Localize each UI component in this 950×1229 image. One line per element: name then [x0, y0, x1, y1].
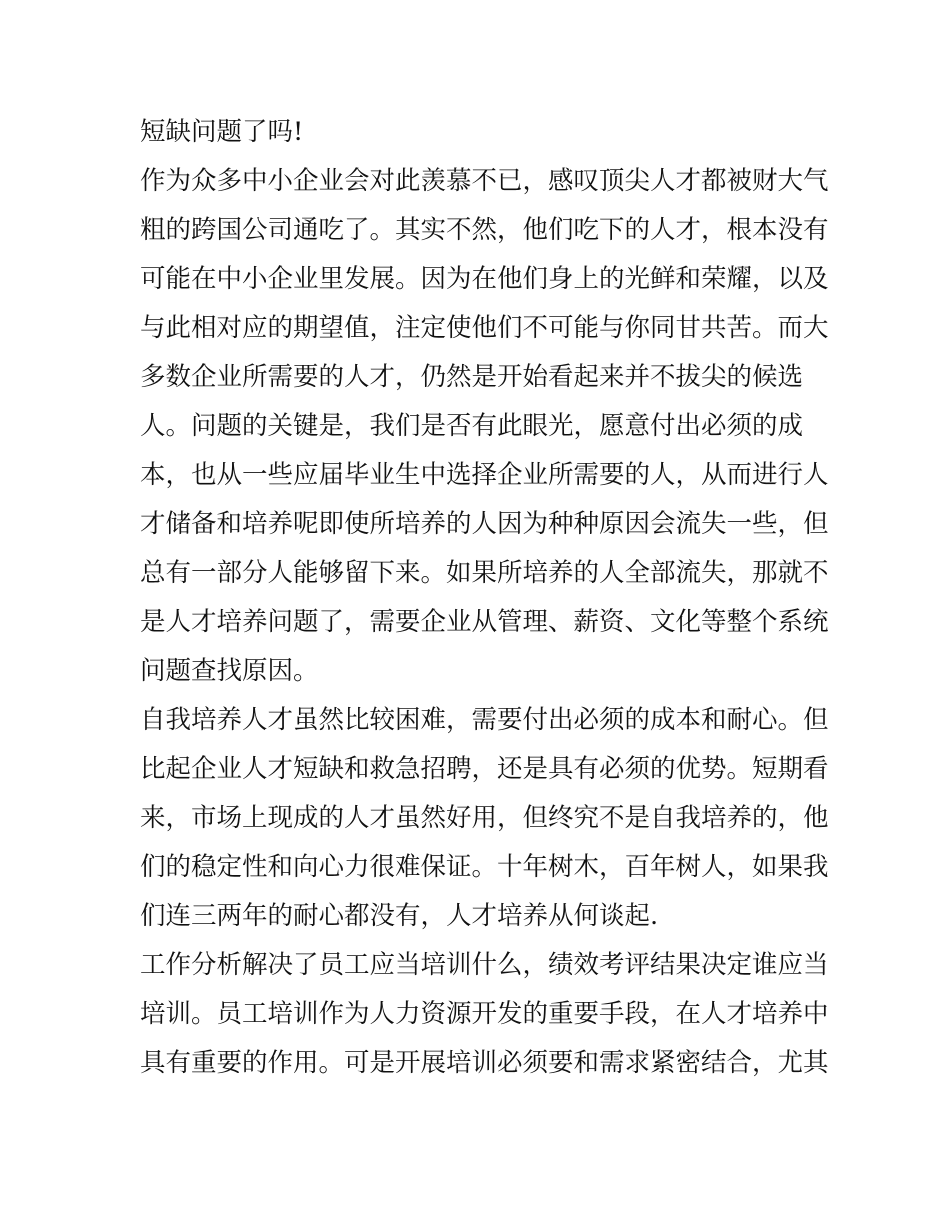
- text-line: 总有一部分人能够留下来。如果所培养的人全部流失，那就不: [140, 558, 829, 588]
- text-line: 与此相对应的期望值，注定使他们不可能与你同甘共苦。而大: [140, 313, 829, 343]
- text-line: 们连三两年的耐心都没有，人才培养从何谈起.: [140, 901, 659, 931]
- text-line: 多数企业所需要的人才，仍然是开始看起来并不拔尖的候选: [140, 362, 804, 392]
- text-line: 工作分析解决了员工应当培训什么，绩效考评结果决定谁应当: [140, 950, 829, 980]
- text-line: 本，也从一些应届毕业生中选择企业所需要的人，从而进行人: [140, 460, 829, 490]
- text-line: 短缺问题了吗!: [140, 117, 304, 147]
- body-text: [140, 108, 829, 1088]
- text-line: 比起企业人才短缺和救急招聘，还是具有必须的优势。短期看: [140, 754, 829, 784]
- text-line: 们的稳定性和向心力很难保证。十年树木，百年树人，如果我: [140, 852, 829, 882]
- text-line: 是人才培养问题了，需要企业从管理、薪资、文化等整个系统: [140, 607, 829, 637]
- text-line: 粗的跨国公司通吃了。其实不然，他们吃下的人才，根本没有: [140, 215, 829, 245]
- text-line: 可能在中小企业里发展。因为在他们身上的光鲜和荣耀，以及: [140, 264, 829, 294]
- text-line: 具有重要的作用。可是开展培训必须要和需求紧密结合，尤其: [140, 1048, 829, 1078]
- text-line: 培训。员工培训作为人力资源开发的重要手段，在人才培养中: [140, 999, 829, 1029]
- text-line: 才储备和培养呢即使所培养的人因为种种原因会流失一些，但: [140, 509, 829, 539]
- text-line: 自我培养人才虽然比较困难，需要付出必须的成本和耐心。但: [140, 705, 829, 735]
- text-line: 来，市场上现成的人才虽然好用，但终究不是自我培养的，他: [140, 803, 829, 833]
- text-line: 人。问题的关键是，我们是否有此眼光，愿意付出必须的成: [140, 411, 804, 441]
- text-line: 问题查找原因。: [140, 656, 319, 686]
- text-line: 作为众多中小企业会对此羡慕不已，感叹顶尖人才都被财大气: [140, 166, 829, 196]
